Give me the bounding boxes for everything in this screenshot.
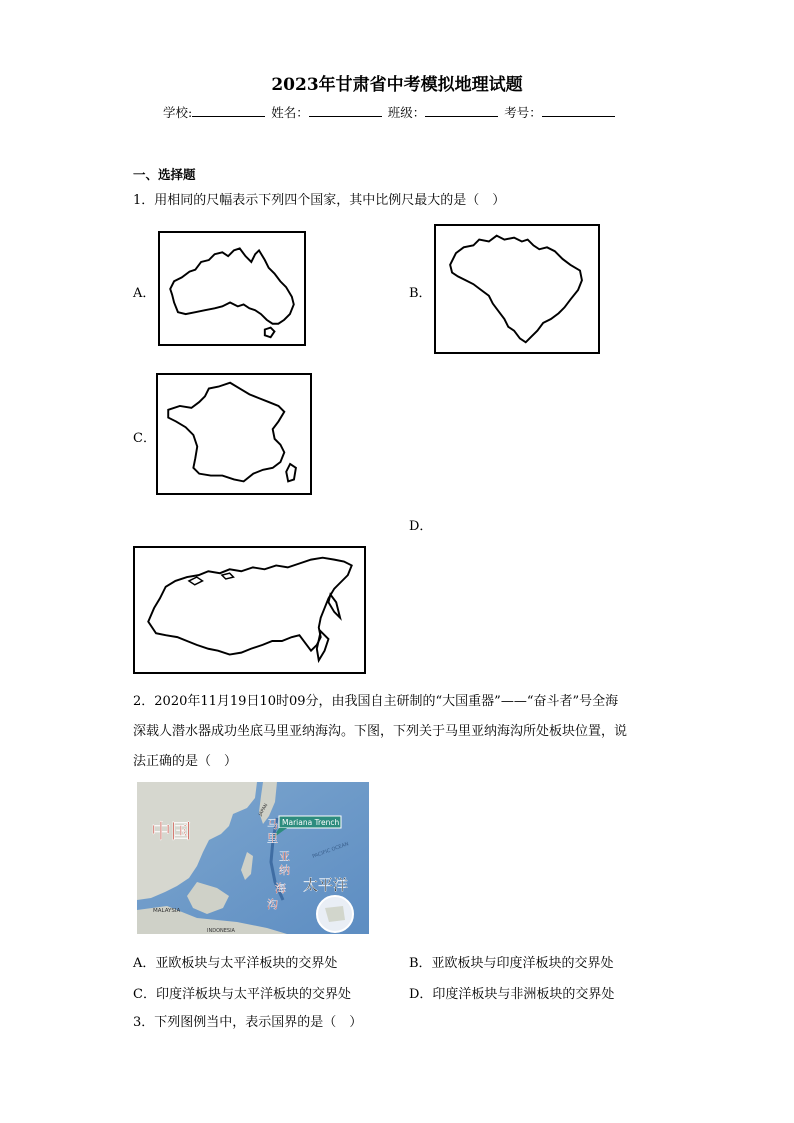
school-label: 学校:	[163, 105, 193, 120]
mariana-trench-map	[137, 782, 369, 934]
trench-callout-label: Mariana Trench	[282, 818, 340, 827]
page-title: 2023年甘肃省中考模拟地理试题	[271, 75, 523, 95]
brazil-outline-map	[434, 224, 600, 354]
trench-char-2: 里	[267, 832, 278, 845]
china-label: 中国	[151, 819, 191, 843]
school-blank[interactable]	[192, 104, 265, 117]
student-info-line	[163, 103, 617, 121]
trench-char-1: 马	[267, 818, 278, 831]
pacific-label: 太平洋	[303, 876, 349, 894]
class-label: 班级：	[387, 105, 426, 120]
question-2-line-3: 法正确的是（ ）	[133, 754, 238, 769]
q2-option-d[interactable]: D．印度洋板块与非洲板块的交界处	[409, 987, 615, 1002]
question-2-line-1: 2．2020年11月19日10时09分，由我国自主研制的“大国重器”——“奋斗者”号全海	[133, 694, 619, 709]
australia-outline-map	[158, 231, 306, 346]
name-blank[interactable]	[309, 104, 382, 117]
indonesia-label: INDONESIA	[207, 928, 235, 934]
q2-option-a[interactable]: A．亚欧板块与太平洋板块的交界处	[133, 956, 338, 971]
section-heading: 一、选择题	[133, 167, 196, 182]
exam-no-blank[interactable]	[542, 104, 615, 117]
class-blank[interactable]	[425, 104, 498, 117]
pacific-ocean-english-label: PACIFIC OCEAN	[311, 841, 350, 860]
question-1-text: 1．用相同的尺幅表示下列四个国家，其中比例尺最大的是（ ）	[133, 193, 506, 208]
option-c-label[interactable]: C．	[133, 431, 156, 446]
option-b-label[interactable]: B．	[409, 286, 432, 301]
trench-char-4: 纳	[279, 864, 290, 877]
trench-char-6: 沟	[267, 898, 278, 911]
malaysia-label: MALAYSIA	[153, 908, 181, 914]
q2-option-b[interactable]: B．亚欧板块与印度洋板块的交界处	[409, 956, 614, 971]
question-2-line-2: 深载人潜水器成功坐底马里亚纳海沟。下图，下列关于马里亚纳海沟所处板块位置，说	[133, 724, 628, 739]
exam-no-label: 考号：	[504, 105, 542, 120]
russia-outline-map	[133, 546, 366, 674]
trench-char-5: 海	[275, 882, 286, 895]
q2-option-c[interactable]: C．印度洋板块与太平洋板块的交界处	[133, 987, 351, 1002]
question-3-text: 3．下列图例当中，表示国界的是（ ）	[133, 1015, 363, 1030]
option-d-label[interactable]: D．	[409, 519, 433, 534]
japan-label: JAPAN	[258, 803, 270, 817]
france-outline-map	[156, 373, 312, 495]
name-label: 姓名：	[271, 105, 309, 120]
option-a-label[interactable]: A．	[133, 286, 156, 301]
trench-char-3: 亚	[279, 850, 290, 863]
